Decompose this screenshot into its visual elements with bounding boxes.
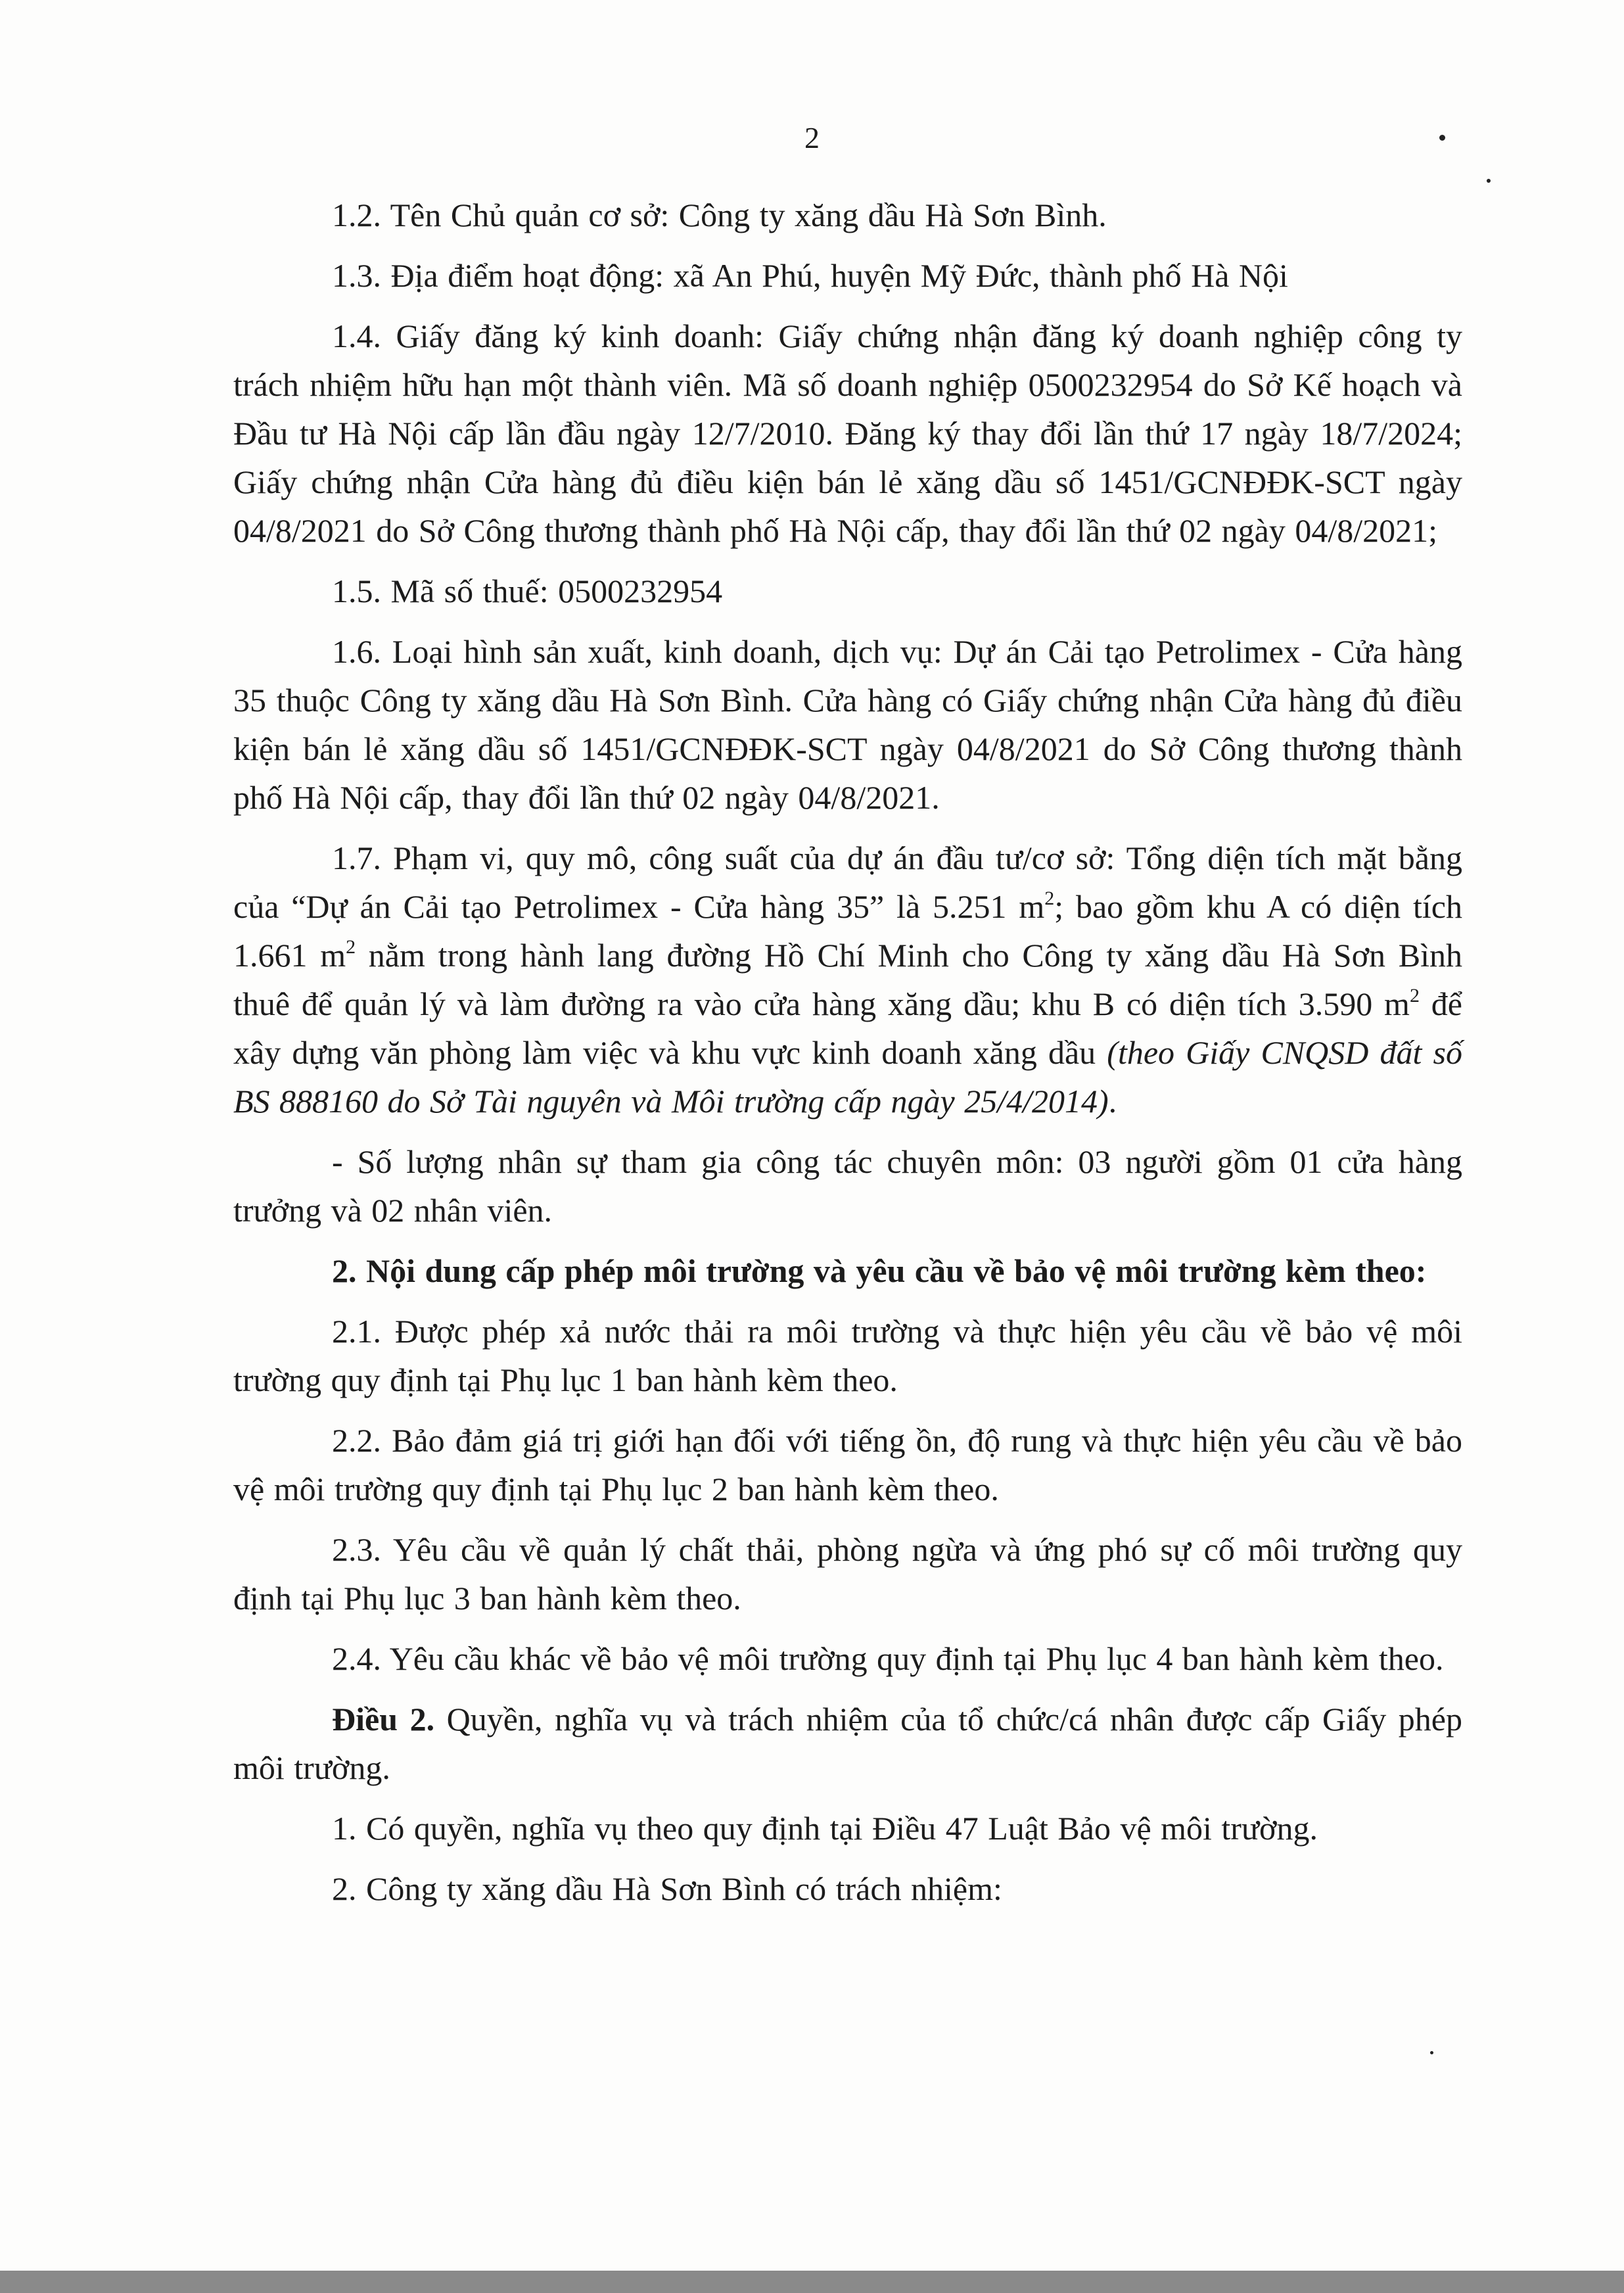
superscript-2: 2	[1044, 887, 1055, 909]
article-2-title: Quyền, nghĩa vụ và trách nhiệm của tổ chức/cá nhân được cấp Giấy phép môi trường.	[233, 1701, 1463, 1786]
paragraph-1-2: 1.2. Tên Chủ quản cơ sở: Công ty xăng dầu Hà Sơn Bình.	[332, 197, 1107, 233]
scan-speck	[1439, 135, 1445, 141]
paragraph-1-5: 1.5. Mã số thuế: 0500232954	[332, 573, 723, 609]
paragraph-1-7-part2: ; bao gồm khu A có diện tích 1.661 m	[233, 888, 1462, 974]
page-number: 2	[804, 121, 820, 154]
paragraph-2-1: 2.1. Được phép xả nước thải ra môi trường và thực hiện yêu cầu về bảo vệ môi trường quy định tại Phụ lục 1 ban hành kèm theo.	[233, 1313, 1462, 1398]
paragraph-1-7	[233, 834, 1462, 1125]
superscript-2: 2	[346, 936, 356, 958]
document-body	[233, 191, 1462, 1925]
section-heading-2: 2. Nội dung cấp phép môi trường và yêu cầu về bảo vệ môi trường kèm theo:	[332, 1252, 1427, 1289]
paragraph-1-7-part1: 1.7. Phạm vi, quy mô, công suất của dự án đầu tư/cơ sở: Tổng diện tích mặt bằng của “Dự án Cải tạo Petrolimex - Cửa hàng 35” là 5.251 m	[233, 839, 1462, 925]
paragraph-2-2: 2.2. Bảo đảm giá trị giới hạn đối với tiếng ồn, độ rung và thực hiện yêu cầu về bảo vệ môi trường quy định tại Phụ lục 2 ban hành kèm theo.	[233, 1422, 1462, 1507]
paragraph-1-7-part5: .	[1108, 1083, 1117, 1120]
paragraph-1-7-part3: nằm trong hành lang đường Hồ Chí Minh cho Công ty xăng dầu Hà Sơn Bình thuê để quản lý và làm đường ra vào cửa hàng xăng dầu; khu B có diện tích 3.590 m	[233, 937, 1462, 1022]
paragraph-article-2-item-2: 2. Công ty xăng dầu Hà Sơn Bình có trách nhiệm:	[332, 1870, 1002, 1907]
scan-bottom-edge	[0, 2271, 1624, 2293]
paragraph-1-7-part4: để xây dựng văn phòng làm việc và khu vực kinh doanh xăng dầu	[233, 985, 1462, 1071]
paragraph-1-3: 1.3. Địa điểm hoạt động: xã An Phú, huyện Mỹ Đức, thành phố Hà Nội	[332, 257, 1288, 294]
paragraph-article-2-item-1: 1. Có quyền, nghĩa vụ theo quy định tại Điều 47 Luật Bảo vệ môi trường.	[332, 1810, 1318, 1847]
paragraph-staff: - Số lượng nhân sự tham gia công tác chuyên môn: 03 người gồm 01 cửa hàng trưởng và 02 nhân viên.	[233, 1143, 1462, 1229]
paragraph-1-4: 1.4. Giấy đăng ký kinh doanh: Giấy chứng nhận đăng ký doanh nghiệp công ty trách nhiệm hữu hạn một thành viên. Mã số doanh nghiệp 0500232954 do Sở Kế hoạch và Đầu tư Hà Nội cấp lần đầu ngày 12/7/2010. Đăng ký thay đổi lần thứ 17 ngày 18/7/2024; Giấy chứng nhận Cửa hàng đủ điều kiện bán lẻ xăng dầu số 1451/GCNĐĐK-SCT ngày 04/8/2021 do Sở Công thương thành phố Hà Nội cấp, thay đổi lần thứ 02 ngày 04/8/2021;	[233, 318, 1462, 549]
scan-speck	[1487, 179, 1491, 183]
paragraph-1-6: 1.6. Loại hình sản xuất, kinh doanh, dịch vụ: Dự án Cải tạo Petrolimex - Cửa hàng 35 thuộc Công ty xăng dầu Hà Sơn Bình. Cửa hàng có Giấy chứng nhận Cửa hàng đủ điều kiện bán lẻ xăng dầu số 1451/GCNĐĐK-SCT ngày 04/8/2021 do Sở Công thương thành phố Hà Nội cấp, thay đổi lần thứ 02 ngày 04/8/2021.	[233, 633, 1462, 816]
article-2-heading	[233, 1695, 1462, 1792]
paragraph-2-4: 2.4. Yêu cầu khác về bảo vệ môi trường quy định tại Phụ lục 4 ban hành kèm theo.	[332, 1640, 1444, 1677]
article-2-label: Điều 2.	[332, 1701, 435, 1737]
paragraph-2-3: 2.3. Yêu cầu về quản lý chất thải, phòng ngừa và ứng phó sự cố môi trường quy định tại Phụ lục 3 ban hành kèm theo.	[233, 1531, 1462, 1617]
land-certificate-note: (theo Giấy CNQSD đất số BS 888160 do Sở Tài nguyên và Môi trường cấp ngày 25/4/2014)	[233, 1034, 1462, 1120]
scan-speck	[1430, 2051, 1433, 2054]
superscript-2: 2	[1409, 985, 1420, 1006]
